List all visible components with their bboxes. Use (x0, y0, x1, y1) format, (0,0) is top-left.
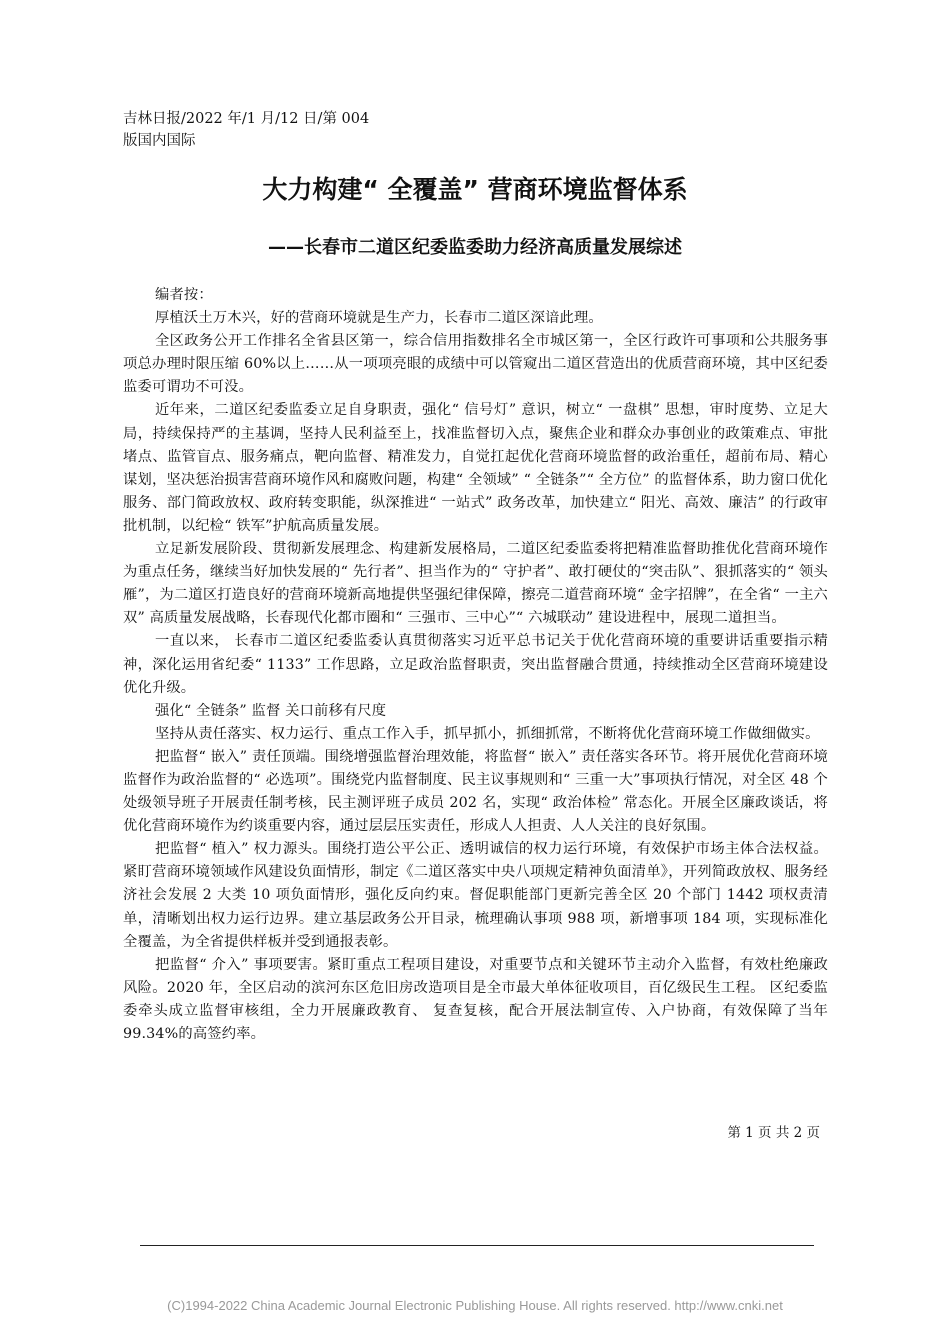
paragraph: 近年来，二道区纪委监委立足自身职责，强化“ 信号灯” 意识，树立“ 一盘棋” 思想，审时度势、立足大局，持续保持严的主基调，坚持人民利益至上，找准监督切入点，聚焦企业和群众办事创业的政策难点、审批堵点、监管盲点、服务痛点，靶向监督、精准发力，自觉扛起优化营商环境监督的政治重任，超前布局、精心谋划，坚决惩治损害营商环境作风和腐败问题，构建“ 全领域” “ 全链条”“ 全方位” 的监督体系，助力窗口优化服务、部门简政放权、政府转变职能，纵深推进“ 一站式” 政务改革，加快建立“ 阳光、高效、廉洁” 的行政审批机制，以纪检“ 铁军”护航高质量发展。 (123, 402, 828, 534)
article-title: 大力构建“ 全覆盖” 营商环境监督体系 (262, 175, 688, 204)
source-line-2: 版国内国际 (123, 133, 196, 149)
footer-divider (140, 1245, 814, 1246)
paragraph: 全区政务公开工作排名全省县区第一，综合信用指数排名全市城区第一，全区行政许可事项和公共服务事项总办理时限压缩 60%以上……从一项项亮眼的成绩中可以管窥出二道区营造出的优质营商环境，其中区纪委监委可谓功不可没。 (123, 333, 828, 396)
paragraph: 坚持从责任落实、权力运行、重点工作入手，抓早抓小，抓细抓常，不断将优化营商环境工作做细做实。 (155, 725, 820, 742)
article-subtitle: ——长春市二道区纪委监委助力经济高质量发展综述 (268, 237, 682, 258)
source-line-1: 吉林日报/2022 年/1 月/12 日/第 004 (123, 111, 370, 127)
page-number: 第 1 页 共 2 页 (727, 1125, 820, 1141)
paragraph: 把监督“ 介入” 事项要害。紧盯重点工程项目建设，对重要节点和关键环节主动介入监督，有效杜绝廉政风险。2020 年，全区启动的滨河东区危旧房改造项目是全市最大单体征收项目，百亿级民生工程。 区纪委监委牵头成立监督审核组，全力开展廉政教育、 复查复核，配合开展法制宣传、入户协商，有效保障了当年 99.34%的高签约率。 (123, 956, 828, 1042)
paragraph: 厚植沃土万木兴，好的营商环境就是生产力，长春市二道区深谙此理。 (155, 310, 603, 327)
article-body (123, 284, 828, 1046)
paragraph: 把监督“ 嵌入” 责任顶端。围绕增强监督治理效能，将监督“ 嵌入” 责任落实各环节。将开展优化营商环境监督作为政治监督的“ 必选项”。围绕党内监督制度、民主议事规则和“ 三重一大”事项执行情况，对全区 48 个处级领导班子开展责任制考核，民主测评班子成员 202 名，实现“ 政治体检” 常态化。开展全区廉政谈话，将优化营商环境作为约谈重要内容，通过层层压实责任，形成人人担责、人人关注的良好氛围。 (123, 748, 828, 835)
editor-note-label: 编者按： (155, 287, 213, 303)
source-citation (123, 108, 423, 152)
paragraph: 一直以来， 长春市二道区纪委监委认真贯彻落实习近平总书记关于优化营商环境的重要讲话重要指示精神，深化运用省纪委“ 1133” 工作思路，立足政治监督职责，突出监督融合贯通，持续推动全区营商环境建设优化升级。 (123, 633, 828, 696)
paragraph: 把监督“ 植入” 权力源头。围绕打造公平公正、透明诚信的权力运行环境，有效保护市场主体合法权益。紧盯营商环境领域作风建设负面情形，制定《二道区落实中央八项规定精神负面清单》，开列简政放权、服务经济社会发展 2 大类 10 项负面情形，强化反向约束。督促职能部门更新完善全区 20 个部门 1442 项权责清单，清晰划出权力运行边界。建立基层政务公开目录，梳理确认事项 988 项，新增事项 184 项，实现标准化全覆盖，为全省提供样板并受到通报表彰。 (123, 841, 828, 950)
section-heading: 强化“ 全链条” 监督 关口前移有尺度 (155, 702, 387, 719)
paragraph: 立足新发展阶段、贯彻新发展理念、构建新发展格局，二道区纪委监委将把精准监督助推优化营商环境作为重点任务，继续当好加快发展的“ 先行者”、担当作为的“ 守护者”、敢打硬仗的“突击队”、狠抓落实的“ 领头雁”，为二道区打造良好的营商环境新高地提供坚强纪律保障，擦亮二道营商环境“ 金字招牌”，在全省“ 一主六双” 高质量发展战略，长春现代化都市圈和“ 三强市、三中心”“ 六城联动” 建设进程中，展现二道担当。 (123, 541, 828, 627)
copyright-footer: (C)1994-2022 China Academic Journal Electronic Publishing House. All rights reserved. http://www.cnki.net (167, 1298, 783, 1313)
